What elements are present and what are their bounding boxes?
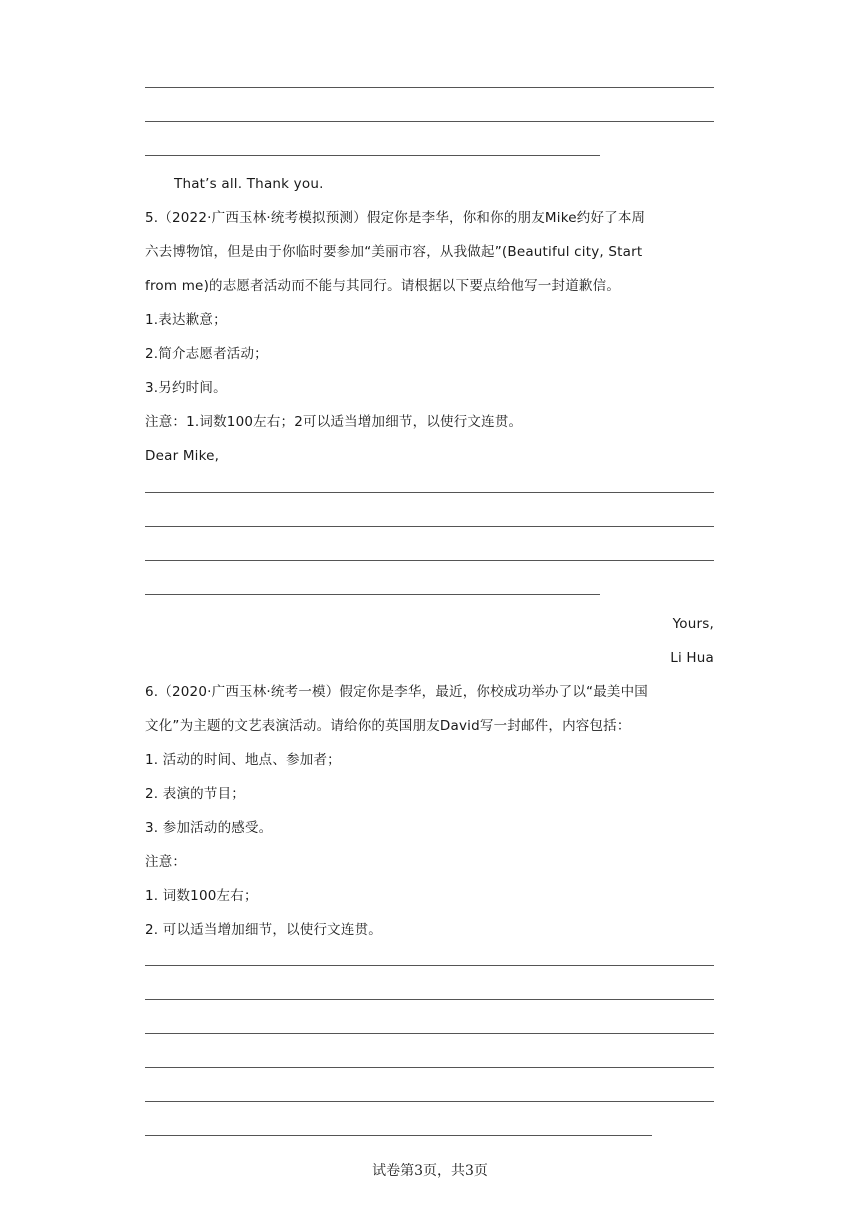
answer-line <box>145 1135 652 1136</box>
q6-point-3: 3. 参加活动的感受。 <box>145 820 273 836</box>
answer-line <box>145 87 714 88</box>
answer-line <box>145 1033 714 1034</box>
q5-signature: Li Hua <box>670 650 714 666</box>
answer-line <box>145 492 714 493</box>
q5-prompt-line2: 六去博物馆，但是由于你临时要参加“美丽市容，从我做起”(Beautiful city, Start <box>145 244 643 260</box>
page-footer: 试卷第3页，共3页 <box>372 1163 488 1179</box>
q6-point-2: 2. 表演的节目； <box>145 786 245 802</box>
q6-note-title: 注意： <box>145 854 187 870</box>
answer-line <box>145 1101 714 1102</box>
q6-note-1: 1. 词数100左右； <box>145 888 258 904</box>
answer-line <box>145 560 714 561</box>
q6-prompt-line1: 6.（2020·广西玉林·统考一模）假定你是李华，最近，你校成功举办了以“最美中国 <box>145 684 649 700</box>
q5-prompt-line3: from me)的志愿者活动而不能与其同行。请根据以下要点给他写一封道歉信。 <box>145 278 621 294</box>
answer-line <box>145 121 714 122</box>
answer-line <box>145 594 600 595</box>
answer-line <box>145 526 714 527</box>
q5-point-1: 1.表达歉意； <box>145 312 227 328</box>
q5-point-2: 2.简介志愿者活动； <box>145 346 268 362</box>
answer-line <box>145 1067 714 1068</box>
q5-prompt-line1: 5.（2022·广西玉林·统考模拟预测）假定你是李华，你和你的朋友Mike约好了本周 <box>145 210 646 226</box>
q5-closing: Yours, <box>672 616 714 632</box>
answer-line <box>145 155 600 156</box>
q6-note-2: 2. 可以适当增加细节，以使行文连贯。 <box>145 922 382 938</box>
q6-prompt-line2: 文化”为主题的文艺表演活动。请给你的英国朋友David写一封邮件，内容包括： <box>145 718 631 734</box>
q6-point-1: 1. 活动的时间、地点、参加者； <box>145 752 341 768</box>
answer-line <box>145 999 714 1000</box>
q4-ending: That’s all. Thank you. <box>174 176 324 192</box>
q5-greeting: Dear Mike, <box>145 448 220 464</box>
q5-point-3: 3.另约时间。 <box>145 380 227 396</box>
q5-note: 注意：1.词数100左右；2可以适当增加细节，以使行文连贯。 <box>145 414 523 430</box>
answer-line <box>145 965 714 966</box>
